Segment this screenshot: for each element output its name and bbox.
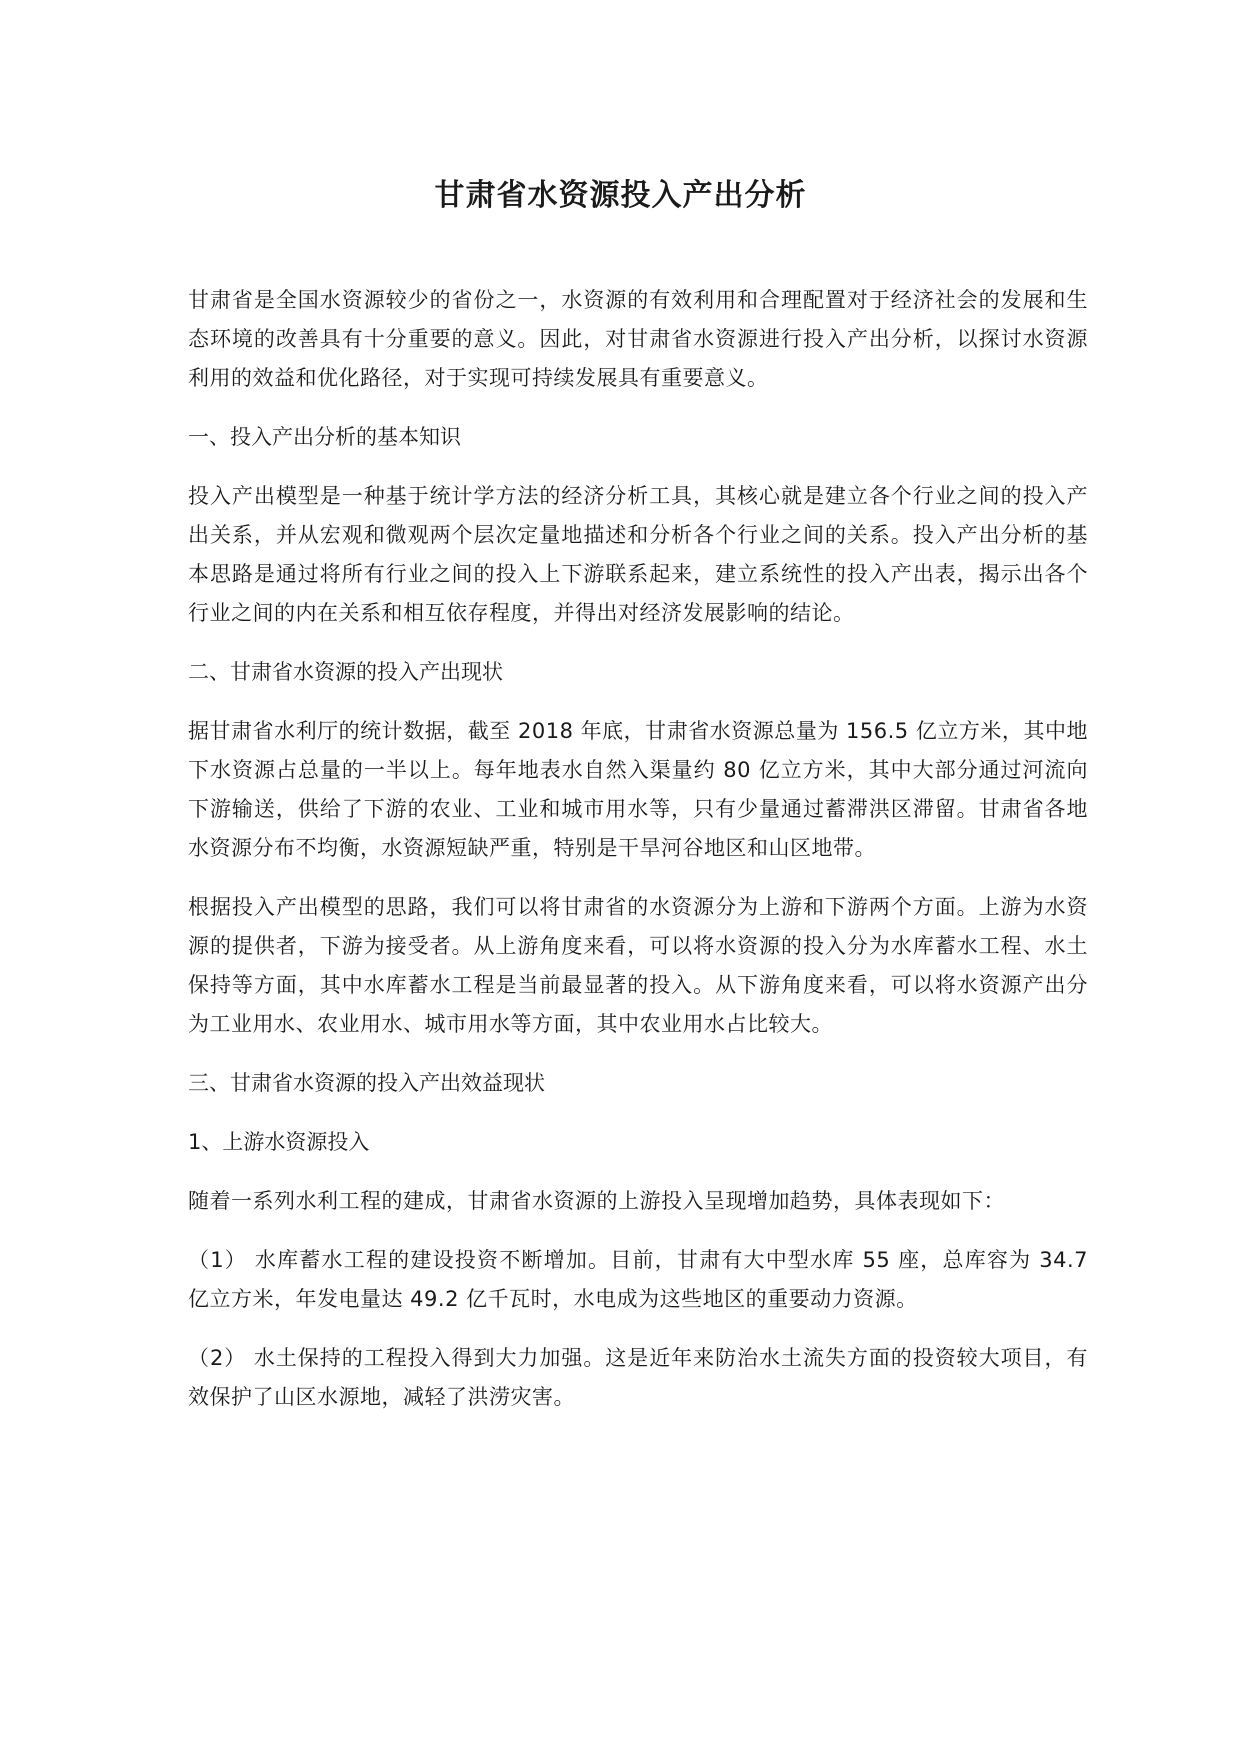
- list-item-2: （2） 水土保持的工程投入得到大力加强。这是近年来防治水土流失方面的投资较大项目，有效保护了山区水源地，减轻了洪涝灾害。: [188, 1346, 1088, 1409]
- body-paragraph: 随着一系列水利工程的建成，甘肃省水资源的上游投入呈现增加趋势，具体表现如下：: [188, 1189, 1005, 1213]
- section-heading-1: 一、投入产出分析的基本知识: [188, 425, 461, 449]
- body-paragraph: 据甘肃省水利厅的统计数据，截至 2018 年底，甘肃省水资源总量为 156.5 亿立方米，其中地下水资源占总量的一半以上。每年地表水自然入渠量约 80 亿立方米，其中大部分通过河流向下游输送，供给了下游的农业、工业和城市用水等，只有少量通过蓄滞洪区滞留。甘肃省各地水资源分布不均衡，水资源短缺严重，特别是干旱河谷地区和山区地带。: [188, 719, 1088, 860]
- section-heading-3: 三、甘肃省水资源的投入产出效益现状: [188, 1071, 545, 1095]
- intro-paragraph: 甘肃省是全国水资源较少的省份之一，水资源的有效利用和合理配置对于经济社会的发展和生态环境的改善具有十分重要的意义。因此，对甘肃省水资源进行投入产出分析，以探讨水资源利用的效益和优化路径，对于实现可持续发展具有重要意义。: [188, 288, 1088, 390]
- body-paragraph: 根据投入产出模型的思路，我们可以将甘肃省的水资源分为上游和下游两个方面。上游为水资源的提供者，下游为接受者。从上游角度来看，可以将水资源的投入分为水库蓄水工程、水土保持等方面，其中水库蓄水工程是当前最显著的投入。从下游角度来看，可以将水资源产出分为工业用水、农业用水、城市用水等方面，其中农业用水占比较大。: [188, 895, 1088, 1036]
- section-heading-2: 二、甘肃省水资源的投入产出现状: [188, 660, 503, 684]
- list-item-1: （1） 水库蓄水工程的建设投资不断增加。目前，甘肃有大中型水库 55 座，总库容为 34.7 亿立方米，年发电量达 49.2 亿千瓦时，水电成为这些地区的重要动力资源。: [188, 1248, 1088, 1311]
- document-title: 甘肃省水资源投入产出分析: [434, 178, 807, 213]
- document-body: [188, 281, 1088, 1437]
- subsection-heading-1: 1、上游水资源投入: [188, 1130, 370, 1154]
- body-paragraph: 投入产出模型是一种基于统计学方法的经济分析工具，其核心就是建立各个行业之间的投入产出关系，并从宏观和微观两个层次定量地描述和分析各个行业之间的关系。投入产出分析的基本思路是通过将所有行业之间的投入上下游联系起来，建立系统性的投入产出表，揭示出各个行业之间的内在关系和相互依存程度，并得出对经济发展影响的结论。: [188, 484, 1088, 625]
